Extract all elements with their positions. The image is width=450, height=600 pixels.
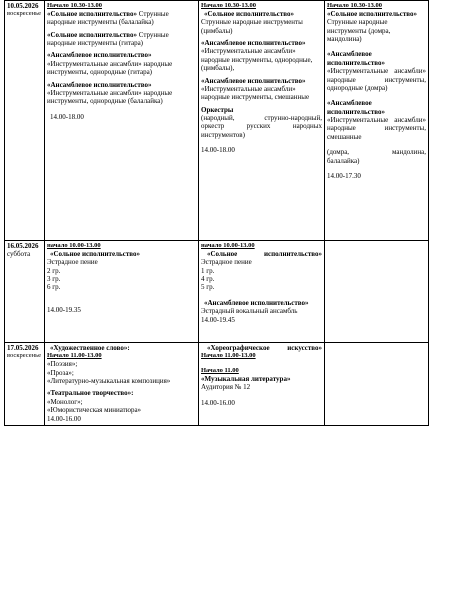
text-fragment: оркестр xyxy=(201,122,225,131)
date-label: 10.05.2026 xyxy=(7,2,39,10)
text-fragment: струнно-народный, xyxy=(264,114,322,123)
category-text: «Инструментальные ансамбли» народные инструменты, смешанные xyxy=(327,116,426,141)
category-text: балалайка) xyxy=(327,156,360,165)
category-title: «Театральное творчество»: xyxy=(47,389,134,398)
weekday-label: воскресенье xyxy=(7,10,41,18)
category-title: «Ансамблевое исполнительство» xyxy=(204,298,309,307)
category-title: Оркестры xyxy=(201,105,234,114)
category-text: Эстрадное пение xyxy=(47,258,98,267)
group-item: 5 гр. xyxy=(201,283,215,292)
schedule-cell-empty xyxy=(325,241,429,343)
schedule-cell xyxy=(199,241,325,343)
category-title: «Ансамблевое исполнительство» xyxy=(327,50,386,67)
category-title: «Ансамблевое исполнительство» xyxy=(201,38,306,47)
date-cell xyxy=(5,343,45,426)
category-title: «Ансамблевое исполнительство» xyxy=(201,76,306,85)
schedule-cell xyxy=(45,1,199,241)
category-text: «Инструментальные ансамбли» народные инструменты, однородные (балалайка) xyxy=(47,88,173,106)
text-fragment: (домра, xyxy=(327,148,350,157)
start-time: Начало 10.30-13.00 xyxy=(201,2,256,9)
time-range: 14.00-18.00 xyxy=(50,112,84,121)
category-text: Струнные народные инструменты (балалайка) xyxy=(47,9,169,27)
text-fragment: «Сольное xyxy=(207,249,238,258)
schedule-cell xyxy=(325,1,429,241)
text-fragment: (народный, xyxy=(201,114,235,123)
list-item: «Проза»; xyxy=(47,368,74,377)
category-text: «Инструментальные ансамбли» народные инструменты, однородные (гитара) xyxy=(47,59,173,77)
text-fragment: «Хореографическое xyxy=(207,344,270,352)
list-item: «Монолог»; xyxy=(47,397,83,406)
start-time: Начало 11.00-13.00 xyxy=(201,352,256,360)
schedule-table xyxy=(4,0,429,426)
text-fragment: мандолина, xyxy=(391,148,426,157)
list-item: «Поэзия»; xyxy=(47,360,78,369)
category-title xyxy=(201,344,322,352)
schedule-cell xyxy=(45,241,199,343)
schedule-row-16-05 xyxy=(5,241,429,343)
text-fragment: русских xyxy=(246,122,271,131)
category-entry xyxy=(47,31,196,48)
weekday-label: воскресенье xyxy=(7,352,41,360)
schedule-cell-empty xyxy=(325,343,429,426)
time-range: 14.00-17.30 xyxy=(327,172,361,181)
category-text: Струнные народные инструменты (цимбалы) xyxy=(201,18,303,35)
group-item: 4 гр. xyxy=(201,274,215,283)
start-time: начало 10.00-13.00 xyxy=(47,242,101,249)
weekday-label: суббота xyxy=(7,250,31,259)
category-title: «Музыкальная литература» xyxy=(201,374,291,383)
category-text: «Инструментальные ансамбли» народные инструменты, смешанные xyxy=(201,84,310,102)
category-title: «Сольное исполнительство» xyxy=(50,249,141,258)
orchestra-line xyxy=(201,114,322,122)
category-text: Эстрадный вокальный ансамбль xyxy=(201,307,298,316)
category-text: Струнные народные инструменты (домра, мандолина) xyxy=(327,18,391,43)
list-item: «Литературно-музыкальная композиция» xyxy=(47,376,171,385)
instrument-line xyxy=(327,148,426,156)
start-time: Начало 11.00 xyxy=(201,367,239,375)
date-cell xyxy=(5,1,45,241)
date-label: 16.05.2026 xyxy=(7,242,39,250)
orchestra-line xyxy=(201,122,322,130)
text-fragment: народных xyxy=(292,122,322,131)
time-range: 14.00-18.00 xyxy=(201,146,235,155)
start-time: начало 10.00-13.00 xyxy=(201,242,255,249)
category-text: Эстрадное пение xyxy=(201,258,252,267)
category-text: «Инструментальные ансамбли» народные инструменты, однородные (домра) xyxy=(327,67,426,92)
category-text: инструментов) xyxy=(201,130,245,139)
category-text: Струнные народные инструменты (гитара) xyxy=(47,30,169,47)
list-item: «Юмористическая миниатюра» xyxy=(47,406,142,415)
group-item: 3 гр. xyxy=(47,274,61,283)
category-title: «Художественное слово»: xyxy=(50,344,130,352)
schedule-cell xyxy=(45,343,199,426)
category-title: «Сольное исполнительство» xyxy=(47,9,138,18)
group-item: 6 гр. xyxy=(47,283,61,292)
schedule-row-10-05 xyxy=(5,1,429,241)
schedule-cell xyxy=(199,1,325,241)
category-entry xyxy=(47,10,196,27)
start-time: Начало 10.30-13.00 xyxy=(327,2,382,9)
schedule-cell xyxy=(199,343,325,426)
time-range: 14.00-16.00 xyxy=(47,414,81,423)
time-range: 14.00-16.00 xyxy=(201,398,235,407)
category-title: «Ансамблевое исполнительство» xyxy=(47,51,152,60)
group-item: 2 гр. xyxy=(47,266,61,275)
category-title: «Ансамблевое исполнительство» xyxy=(327,99,386,116)
group-item: 1 гр. xyxy=(201,266,215,275)
room-label: Аудитория № 12 xyxy=(201,383,251,392)
category-title: «Ансамблевое исполнительство» xyxy=(47,80,152,89)
category-title: «Сольное исполнительство» xyxy=(327,9,418,18)
category-title: «Сольное исполнительство» xyxy=(204,9,295,18)
date-label: 17.05.2026 xyxy=(7,344,39,352)
text-fragment: исполнительство» xyxy=(263,249,322,258)
start-time: Начало 11.00-13.00 xyxy=(47,352,102,360)
date-cell xyxy=(5,241,45,343)
text-fragment: искусство» xyxy=(287,344,322,352)
category-title: «Сольное исполнительство» xyxy=(47,30,138,39)
time-range: 14.00-19.35 xyxy=(47,305,81,314)
category-text: «Инструментальные ансамбли» народные инструменты, однородные, (цимбалы), xyxy=(201,47,313,73)
schedule-row-17-05 xyxy=(5,343,429,426)
time-range: 14.00-19.45 xyxy=(201,315,235,324)
start-time: Начало 10.30-13.00 xyxy=(47,2,102,9)
category-title xyxy=(201,250,322,258)
